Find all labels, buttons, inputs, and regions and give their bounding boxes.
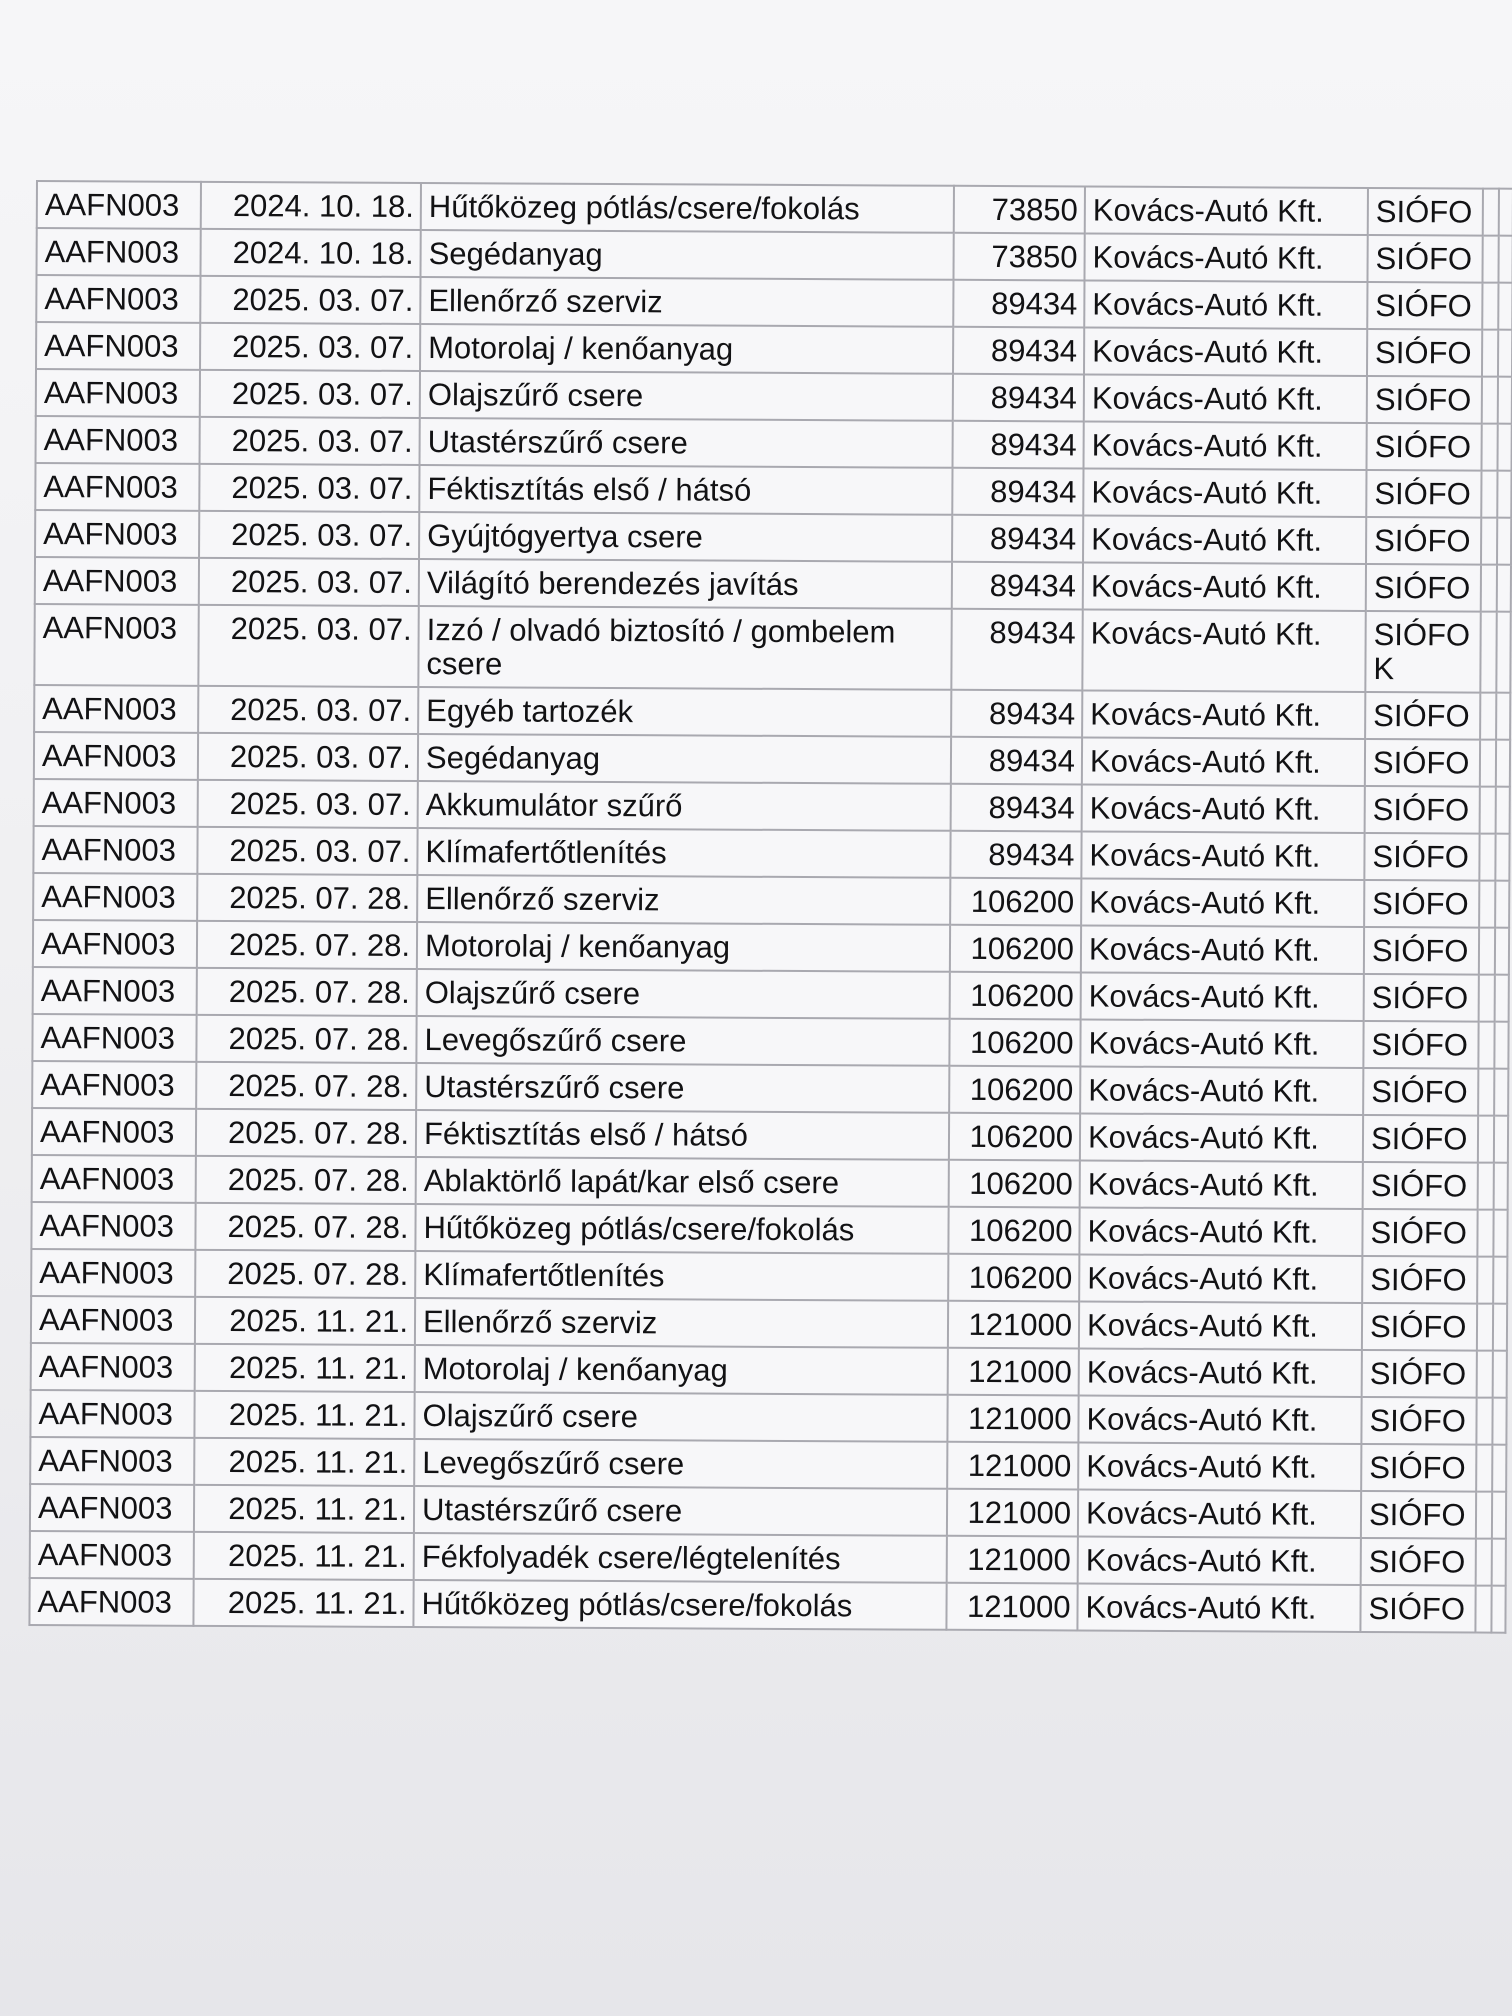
mileage-cell: 106200 bbox=[948, 1207, 1079, 1255]
empty-cell bbox=[1498, 377, 1512, 424]
location-cell: SIÓFO bbox=[1365, 692, 1480, 740]
location-cell: SIÓFO bbox=[1366, 470, 1481, 518]
location-cell: SIÓFO bbox=[1367, 329, 1482, 377]
workshop-cell: Kovács-Autó Kft. bbox=[1080, 1160, 1363, 1208]
workshop-cell: Kovács-Autó Kft. bbox=[1079, 1301, 1362, 1349]
location-cell: SIÓFO bbox=[1366, 564, 1481, 612]
service-date-cell: 2025. 07. 28. bbox=[196, 1109, 416, 1157]
empty-cell bbox=[1493, 1304, 1507, 1351]
vehicle-code-cell: AAFN003 bbox=[36, 275, 200, 323]
vehicle-code-cell: AAFN003 bbox=[31, 1296, 195, 1344]
service-description-cell: Motorolaj / kenőanyag bbox=[420, 324, 953, 374]
table-row bbox=[32, 1155, 1508, 1210]
empty-cell bbox=[1498, 236, 1512, 283]
empty-cell bbox=[1494, 1069, 1508, 1116]
workshop-cell: Kovács-Autó Kft. bbox=[1082, 737, 1365, 785]
workshop-cell: Kovács-Autó Kft. bbox=[1081, 972, 1364, 1020]
table-row bbox=[33, 967, 1509, 1022]
empty-cell bbox=[1498, 283, 1512, 330]
service-date-cell: 2025. 07. 28. bbox=[197, 921, 417, 969]
location-cell: SIÓFO bbox=[1366, 517, 1481, 565]
location-cell: SIÓFO bbox=[1367, 235, 1482, 283]
empty-cell bbox=[1497, 471, 1511, 518]
table-row bbox=[31, 1249, 1507, 1304]
empty-cell bbox=[1492, 1492, 1506, 1539]
vehicle-code-cell: AAFN003 bbox=[32, 1014, 196, 1062]
location-cell: SIÓFOK bbox=[1365, 611, 1480, 693]
table-row bbox=[33, 826, 1509, 881]
workshop-cell: Kovács-Autó Kft. bbox=[1084, 421, 1367, 469]
vehicle-code-cell: AAFN003 bbox=[31, 1249, 195, 1297]
table-row bbox=[34, 732, 1510, 787]
workshop-cell: Kovács-Autó Kft. bbox=[1081, 925, 1364, 973]
workshop-cell: Kovács-Autó Kft. bbox=[1084, 280, 1367, 328]
vehicle-code-cell: AAFN003 bbox=[34, 604, 198, 686]
mileage-cell: 106200 bbox=[949, 1160, 1080, 1208]
mileage-cell: 89434 bbox=[952, 562, 1083, 610]
empty-cell bbox=[1477, 1210, 1493, 1257]
table-row bbox=[37, 228, 1512, 283]
empty-cell bbox=[1496, 612, 1510, 693]
table-row bbox=[31, 1296, 1507, 1351]
mileage-cell: 106200 bbox=[949, 1019, 1080, 1067]
mileage-cell: 121000 bbox=[947, 1395, 1078, 1443]
vehicle-code-cell: AAFN003 bbox=[36, 416, 200, 464]
location-cell: SIÓFO bbox=[1364, 974, 1479, 1022]
mileage-cell: 89434 bbox=[953, 421, 1084, 469]
service-description-cell: Klímafertőtlenítés bbox=[415, 1251, 948, 1301]
vehicle-code-cell: AAFN003 bbox=[36, 369, 200, 417]
mileage-cell: 121000 bbox=[947, 1489, 1078, 1537]
empty-cell bbox=[1492, 1445, 1506, 1492]
empty-cell bbox=[1498, 330, 1512, 377]
workshop-cell: Kovács-Autó Kft. bbox=[1084, 233, 1367, 281]
service-description-cell: Utastérszűrő csere bbox=[414, 1486, 947, 1536]
mileage-cell: 121000 bbox=[947, 1536, 1078, 1584]
empty-cell bbox=[1476, 1445, 1492, 1492]
empty-cell bbox=[1483, 189, 1499, 236]
empty-cell bbox=[1492, 1398, 1506, 1445]
table-row bbox=[37, 181, 1512, 236]
service-description-cell: Féktisztítás első / hátsó bbox=[419, 465, 952, 515]
empty-cell bbox=[1477, 1304, 1493, 1351]
empty-cell bbox=[1478, 1069, 1494, 1116]
workshop-cell: Kovács-Autó Kft. bbox=[1083, 468, 1366, 516]
vehicle-code-cell: AAFN003 bbox=[33, 967, 197, 1015]
table-row bbox=[36, 416, 1512, 471]
empty-cell bbox=[1478, 1163, 1494, 1210]
empty-cell bbox=[1477, 1351, 1493, 1398]
mileage-cell: 106200 bbox=[950, 925, 1081, 973]
workshop-cell: Kovács-Autó Kft. bbox=[1078, 1489, 1361, 1537]
vehicle-code-cell: AAFN003 bbox=[34, 685, 198, 733]
location-cell: SIÓFO bbox=[1362, 1209, 1477, 1257]
mileage-cell: 121000 bbox=[948, 1348, 1079, 1396]
table-row bbox=[34, 685, 1510, 740]
empty-cell bbox=[1481, 471, 1497, 518]
mileage-cell: 89434 bbox=[951, 784, 1082, 832]
service-date-cell: 2025. 03. 07. bbox=[199, 558, 419, 606]
location-cell: SIÓFO bbox=[1367, 282, 1482, 330]
service-description-cell: Fékfolyadék csere/légtelenítés bbox=[414, 1533, 947, 1583]
table-row bbox=[34, 779, 1510, 834]
location-cell: SIÓFO bbox=[1365, 739, 1480, 787]
vehicle-code-cell: AAFN003 bbox=[34, 732, 198, 780]
location-cell: SIÓFO bbox=[1364, 833, 1479, 881]
mileage-cell: 89434 bbox=[953, 280, 1084, 328]
table-row bbox=[36, 322, 1512, 377]
table-body bbox=[29, 181, 1512, 1633]
service-date-cell: 2025. 07. 28. bbox=[196, 1062, 416, 1110]
table-row bbox=[35, 510, 1511, 565]
service-description-cell: Izzó / olvadó biztosító / gombelem csere bbox=[418, 606, 951, 690]
empty-cell bbox=[1495, 928, 1509, 975]
table-row bbox=[31, 1202, 1507, 1257]
mileage-cell: 106200 bbox=[950, 878, 1081, 926]
service-date-cell: 2025. 03. 07. bbox=[200, 417, 420, 465]
workshop-cell: Kovács-Autó Kft. bbox=[1079, 1207, 1362, 1255]
service-records-table bbox=[28, 180, 1512, 1634]
location-cell: SIÓFO bbox=[1362, 1350, 1477, 1398]
mileage-cell: 89434 bbox=[951, 609, 1082, 691]
workshop-cell: Kovács-Autó Kft. bbox=[1084, 327, 1367, 375]
table-row bbox=[32, 1061, 1508, 1116]
service-description-cell: Ellenőrző szerviz bbox=[417, 875, 950, 925]
vehicle-code-cell: AAFN003 bbox=[34, 779, 198, 827]
service-date-cell: 2025. 07. 28. bbox=[195, 1203, 415, 1251]
vehicle-code-cell: AAFN003 bbox=[37, 228, 201, 276]
mileage-cell: 73850 bbox=[953, 233, 1084, 281]
vehicle-code-cell: AAFN003 bbox=[33, 920, 197, 968]
mileage-cell: 106200 bbox=[949, 1113, 1080, 1161]
empty-cell bbox=[1482, 283, 1498, 330]
mileage-cell: 73850 bbox=[954, 186, 1085, 234]
service-date-cell: 2025. 03. 07. bbox=[197, 827, 417, 875]
mileage-cell: 89434 bbox=[952, 515, 1083, 563]
empty-cell bbox=[1491, 1586, 1505, 1633]
workshop-cell: Kovács-Autó Kft. bbox=[1084, 374, 1367, 422]
empty-cell bbox=[1497, 518, 1511, 565]
service-date-cell: 2025. 07. 28. bbox=[197, 874, 417, 922]
location-cell: SIÓFO bbox=[1368, 188, 1483, 236]
empty-cell bbox=[1479, 834, 1495, 881]
location-cell: SIÓFO bbox=[1364, 880, 1479, 928]
mileage-cell: 89434 bbox=[953, 327, 1084, 375]
mileage-cell: 89434 bbox=[950, 831, 1081, 879]
service-date-cell: 2024. 10. 18. bbox=[201, 229, 421, 277]
vehicle-code-cell: AAFN003 bbox=[32, 1061, 196, 1109]
vehicle-code-cell: AAFN003 bbox=[35, 557, 199, 605]
table-row bbox=[36, 275, 1512, 330]
service-date-cell: 2025. 07. 28. bbox=[195, 1250, 415, 1298]
empty-cell bbox=[1494, 1116, 1508, 1163]
empty-cell bbox=[1497, 565, 1511, 612]
table-row bbox=[35, 463, 1511, 518]
table-row bbox=[36, 369, 1512, 424]
empty-cell bbox=[1496, 787, 1510, 834]
service-description-cell: Motorolaj / kenőanyag bbox=[417, 922, 950, 972]
service-date-cell: 2025. 11. 21. bbox=[194, 1485, 414, 1533]
location-cell: SIÓFO bbox=[1363, 1021, 1478, 1069]
service-description-cell: Világító berendezés javítás bbox=[419, 559, 952, 609]
service-description-cell: Hűtőközeg pótlás/csere/fokolás bbox=[421, 183, 954, 233]
location-cell: SIÓFO bbox=[1363, 1162, 1478, 1210]
table-row bbox=[32, 1014, 1508, 1069]
mileage-cell: 106200 bbox=[950, 972, 1081, 1020]
service-description-cell: Klímafertőtlenítés bbox=[417, 828, 950, 878]
empty-cell bbox=[1499, 189, 1512, 236]
service-description-cell: Olajszűrő csere bbox=[420, 371, 953, 421]
service-date-cell: 2025. 11. 21. bbox=[195, 1297, 415, 1345]
location-cell: SIÓFO bbox=[1361, 1444, 1476, 1492]
empty-cell bbox=[1495, 834, 1509, 881]
workshop-cell: Kovács-Autó Kft. bbox=[1078, 1395, 1361, 1443]
service-description-cell: Ellenőrző szerviz bbox=[420, 277, 953, 327]
table-row bbox=[30, 1390, 1506, 1445]
location-cell: SIÓFO bbox=[1361, 1397, 1476, 1445]
service-description-cell: Levegőszűrő csere bbox=[414, 1439, 947, 1489]
service-date-cell: 2025. 03. 07. bbox=[200, 323, 420, 371]
service-description-cell: Levegőszűrő csere bbox=[416, 1016, 949, 1066]
empty-cell bbox=[1481, 424, 1497, 471]
mileage-cell: 89434 bbox=[952, 468, 1083, 516]
workshop-cell: Kovács-Autó Kft. bbox=[1078, 1536, 1361, 1584]
service-description-cell: Gyújtógyertya csere bbox=[419, 512, 952, 562]
service-date-cell: 2025. 11. 21. bbox=[193, 1579, 413, 1627]
vehicle-code-cell: AAFN003 bbox=[33, 826, 197, 874]
workshop-cell: Kovács-Autó Kft. bbox=[1082, 784, 1365, 832]
service-date-cell: 2025. 03. 07. bbox=[199, 511, 419, 559]
empty-cell bbox=[1480, 612, 1496, 693]
vehicle-code-cell: AAFN003 bbox=[37, 181, 201, 229]
empty-cell bbox=[1481, 565, 1497, 612]
empty-cell bbox=[1497, 424, 1511, 471]
location-cell: SIÓFO bbox=[1362, 1303, 1477, 1351]
vehicle-code-cell: AAFN003 bbox=[32, 1155, 196, 1203]
empty-cell bbox=[1493, 1210, 1507, 1257]
empty-cell bbox=[1475, 1586, 1491, 1633]
empty-cell bbox=[1476, 1492, 1492, 1539]
service-date-cell: 2025. 03. 07. bbox=[200, 370, 420, 418]
workshop-cell: Kovács-Autó Kft. bbox=[1080, 1113, 1363, 1161]
empty-cell bbox=[1496, 740, 1510, 787]
service-description-cell: Hűtőközeg pótlás/csere/fokolás bbox=[413, 1580, 946, 1630]
workshop-cell: Kovács-Autó Kft. bbox=[1081, 831, 1364, 879]
service-description-cell: Olajszűrő csere bbox=[417, 969, 950, 1019]
service-description-cell: Utastérszűrő csere bbox=[416, 1063, 949, 1113]
table-row bbox=[30, 1484, 1506, 1539]
mileage-cell: 89434 bbox=[951, 737, 1082, 785]
service-date-cell: 2025. 03. 07. bbox=[198, 780, 418, 828]
table-row bbox=[32, 1108, 1508, 1163]
service-date-cell: 2025. 03. 07. bbox=[198, 733, 418, 781]
vehicle-code-cell: AAFN003 bbox=[31, 1202, 195, 1250]
location-cell: SIÓFO bbox=[1367, 376, 1482, 424]
workshop-cell: Kovács-Autó Kft. bbox=[1082, 609, 1365, 691]
location-cell: SIÓFO bbox=[1361, 1538, 1476, 1586]
table-row bbox=[30, 1531, 1506, 1586]
table-row bbox=[31, 1343, 1507, 1398]
table-row bbox=[33, 920, 1509, 975]
service-description-cell: Hűtőközeg pótlás/csere/fokolás bbox=[415, 1204, 948, 1254]
vehicle-code-cell: AAFN003 bbox=[33, 873, 197, 921]
location-cell: SIÓFO bbox=[1362, 1256, 1477, 1304]
service-date-cell: 2025. 03. 07. bbox=[198, 605, 418, 687]
service-description-cell: Egyéb tartozék bbox=[418, 687, 951, 737]
empty-cell bbox=[1494, 1022, 1508, 1069]
service-date-cell: 2025. 03. 07. bbox=[200, 276, 420, 324]
location-cell: SIÓFO bbox=[1360, 1585, 1475, 1633]
empty-cell bbox=[1495, 881, 1509, 928]
mileage-cell: 106200 bbox=[948, 1254, 1079, 1302]
workshop-cell: Kovács-Autó Kft. bbox=[1080, 1019, 1363, 1067]
workshop-cell: Kovács-Autó Kft. bbox=[1079, 1348, 1362, 1396]
workshop-cell: Kovács-Autó Kft. bbox=[1077, 1583, 1360, 1631]
service-description-cell: Ellenőrző szerviz bbox=[415, 1298, 948, 1348]
location-cell: SIÓFO bbox=[1363, 1068, 1478, 1116]
service-description-cell: Motorolaj / kenőanyag bbox=[415, 1345, 948, 1395]
table-row bbox=[35, 557, 1511, 612]
empty-cell bbox=[1492, 1539, 1506, 1586]
workshop-cell: Kovács-Autó Kft. bbox=[1082, 690, 1365, 738]
workshop-cell: Kovács-Autó Kft. bbox=[1083, 562, 1366, 610]
empty-cell bbox=[1494, 1163, 1508, 1210]
service-date-cell: 2025. 11. 21. bbox=[195, 1344, 415, 1392]
mileage-cell: 89434 bbox=[951, 690, 1082, 738]
empty-cell bbox=[1479, 928, 1495, 975]
mileage-cell: 121000 bbox=[948, 1301, 1079, 1349]
empty-cell bbox=[1495, 975, 1509, 1022]
service-date-cell: 2025. 07. 28. bbox=[196, 1015, 416, 1063]
vehicle-code-cell: AAFN003 bbox=[30, 1437, 194, 1485]
location-cell: SIÓFO bbox=[1361, 1491, 1476, 1539]
service-description-cell: Ablaktörlő lapát/kar első csere bbox=[416, 1157, 949, 1207]
service-date-cell: 2025. 11. 21. bbox=[194, 1391, 414, 1439]
vehicle-code-cell: AAFN003 bbox=[36, 322, 200, 370]
vehicle-code-cell: AAFN003 bbox=[35, 463, 199, 511]
empty-cell bbox=[1496, 693, 1510, 740]
workshop-cell: Kovács-Autó Kft. bbox=[1079, 1254, 1362, 1302]
vehicle-code-cell: AAFN003 bbox=[32, 1108, 196, 1156]
service-description-cell: Akkumulátor szűrő bbox=[418, 781, 951, 831]
service-description-cell: Olajszűrő csere bbox=[414, 1392, 947, 1442]
vehicle-code-cell: AAFN003 bbox=[30, 1484, 194, 1532]
empty-cell bbox=[1482, 236, 1498, 283]
location-cell: SIÓFO bbox=[1363, 1115, 1478, 1163]
workshop-cell: Kovács-Autó Kft. bbox=[1081, 878, 1364, 926]
service-date-cell: 2025. 07. 28. bbox=[197, 968, 417, 1016]
service-date-cell: 2025. 11. 21. bbox=[194, 1532, 414, 1580]
service-date-cell: 2025. 07. 28. bbox=[196, 1156, 416, 1204]
service-date-cell: 2025. 03. 07. bbox=[198, 686, 418, 734]
workshop-cell: Kovács-Autó Kft. bbox=[1078, 1442, 1361, 1490]
empty-cell bbox=[1482, 377, 1498, 424]
table-row bbox=[30, 1437, 1506, 1492]
empty-cell bbox=[1481, 518, 1497, 565]
empty-cell bbox=[1478, 1022, 1494, 1069]
location-cell: SIÓFO bbox=[1364, 927, 1479, 975]
empty-cell bbox=[1480, 740, 1496, 787]
service-description-cell: Segédanyag bbox=[418, 734, 951, 784]
mileage-cell: 121000 bbox=[947, 1442, 1078, 1490]
empty-cell bbox=[1476, 1539, 1492, 1586]
table-row bbox=[33, 873, 1509, 928]
service-description-cell: Segédanyag bbox=[420, 230, 953, 280]
empty-cell bbox=[1477, 1257, 1493, 1304]
vehicle-code-cell: AAFN003 bbox=[35, 510, 199, 558]
mileage-cell: 89434 bbox=[953, 374, 1084, 422]
empty-cell bbox=[1493, 1257, 1507, 1304]
workshop-cell: Kovács-Autó Kft. bbox=[1085, 186, 1368, 234]
workshop-cell: Kovács-Autó Kft. bbox=[1080, 1066, 1363, 1114]
mileage-cell: 106200 bbox=[949, 1066, 1080, 1114]
table-row bbox=[34, 604, 1510, 693]
location-cell: SIÓFO bbox=[1365, 786, 1480, 834]
vehicle-code-cell: AAFN003 bbox=[30, 1531, 194, 1579]
service-date-cell: 2025. 03. 07. bbox=[199, 464, 419, 512]
service-description-cell: Utastérszűrő csere bbox=[420, 418, 953, 468]
service-date-cell: 2025. 11. 21. bbox=[194, 1438, 414, 1486]
empty-cell bbox=[1479, 975, 1495, 1022]
location-cell: SIÓFO bbox=[1367, 423, 1482, 471]
empty-cell bbox=[1493, 1351, 1507, 1398]
empty-cell bbox=[1480, 693, 1496, 740]
workshop-cell: Kovács-Autó Kft. bbox=[1083, 515, 1366, 563]
table-row bbox=[29, 1578, 1505, 1633]
vehicle-code-cell: AAFN003 bbox=[31, 1343, 195, 1391]
service-description-cell: Féktisztítás első / hátsó bbox=[416, 1110, 949, 1160]
empty-cell bbox=[1480, 787, 1496, 834]
empty-cell bbox=[1482, 330, 1498, 377]
mileage-cell: 121000 bbox=[946, 1583, 1077, 1631]
empty-cell bbox=[1478, 1116, 1494, 1163]
empty-cell bbox=[1476, 1398, 1492, 1445]
vehicle-code-cell: AAFN003 bbox=[29, 1578, 193, 1626]
empty-cell bbox=[1479, 881, 1495, 928]
service-date-cell: 2024. 10. 18. bbox=[201, 182, 421, 230]
vehicle-code-cell: AAFN003 bbox=[30, 1390, 194, 1438]
